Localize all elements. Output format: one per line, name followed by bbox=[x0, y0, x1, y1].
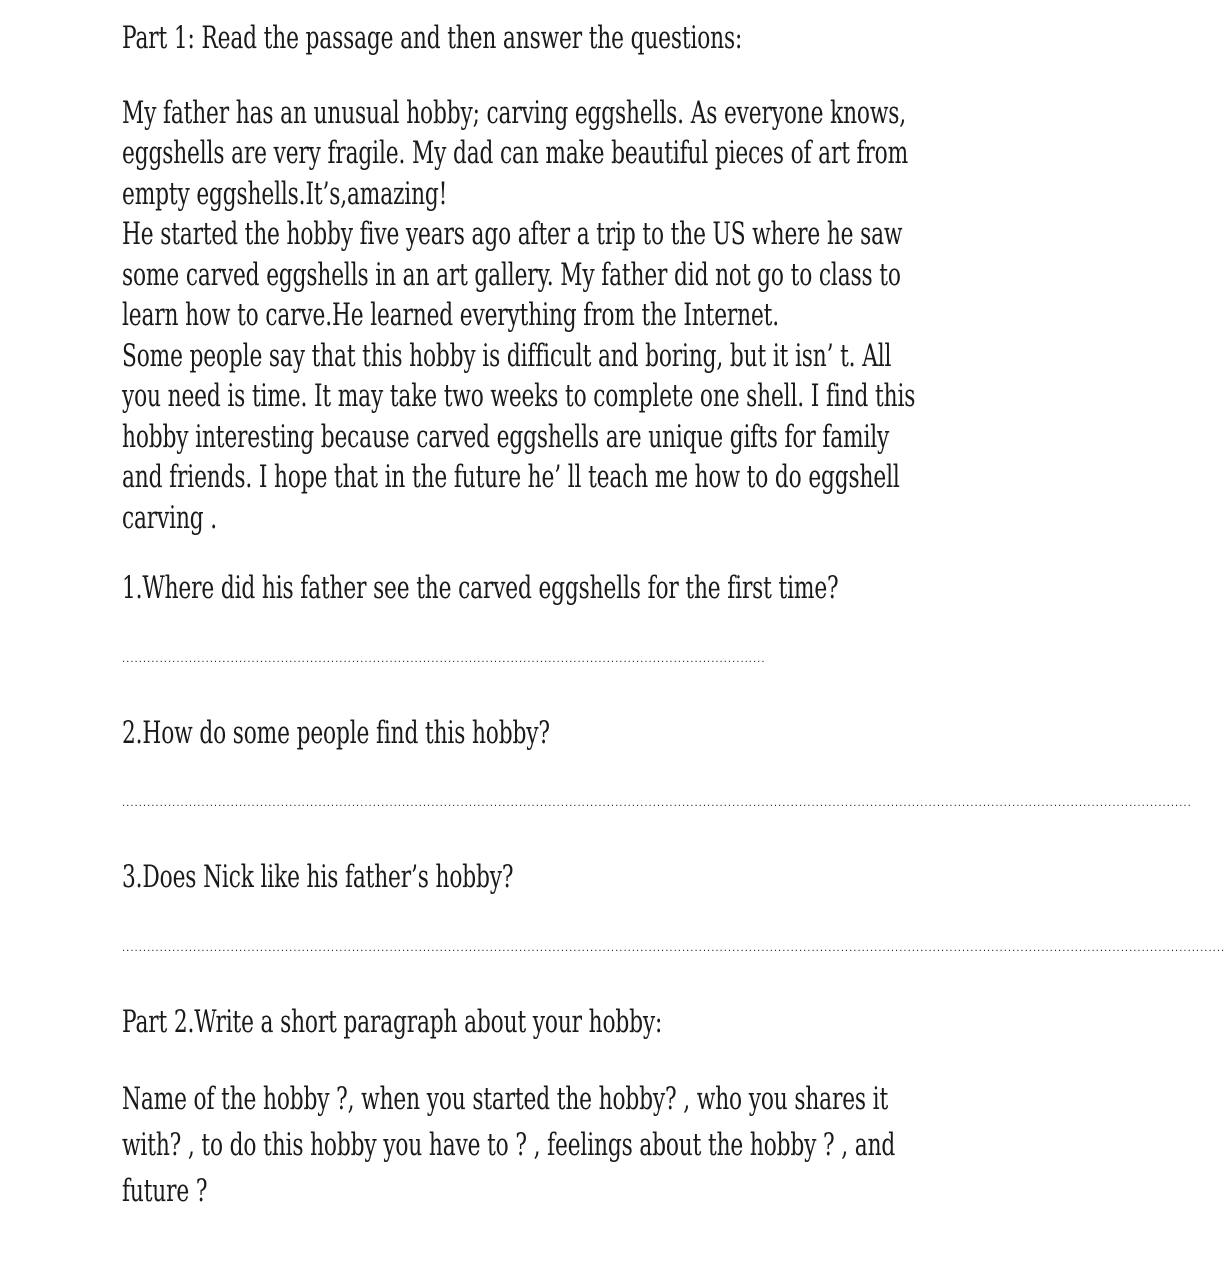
prompt-line: Name of the hobby ?, when you started the hobby? , who you shares it bbox=[122, 1081, 889, 1117]
passage-line: hobby interesting because carved eggshells are unique gifts for family bbox=[122, 418, 890, 455]
passage-line: you need is time. It may take two weeks to complete one shell. I find this bbox=[122, 378, 916, 414]
worksheet-page bbox=[122, 18, 1225, 1214]
prompt-line: future ? bbox=[122, 1173, 208, 1209]
prompt-line: with? , to do this hobby you have to ? , feelings about the hobby ? , and bbox=[122, 1127, 896, 1163]
part2-heading: Part 2.Write a short paragraph about your hobby: bbox=[122, 1003, 663, 1040]
part1-heading: Part 1: Read the passage and then answer the questions: bbox=[122, 20, 743, 56]
writing-prompt bbox=[122, 1076, 922, 1214]
passage-line: learn how to carve.He learned everything from the Internet. bbox=[122, 297, 780, 333]
question-3: 3.Does Nick like his father’s hobby? bbox=[122, 859, 514, 895]
passage-line: He started the hobby five years ago after a trip to the US where he saw bbox=[122, 216, 903, 252]
answer-line-1[interactable]: .......................................................................................................................................................... bbox=[122, 653, 766, 665]
passage-line: some carved eggshells in an art gallery. My father did not go to class to bbox=[122, 256, 901, 293]
question-1: 1.Where did his father see the carved eggshells for the first time? bbox=[122, 570, 839, 606]
passage-line: empty eggshells.It’s,amazing! bbox=[122, 175, 448, 212]
passage-line: and friends. I hope that in the future he’ ll teach me how to do eggshell bbox=[122, 459, 900, 495]
reading-passage bbox=[122, 93, 922, 539]
answer-line-3[interactable]: ........................................................................................................................................................................................................................................................................ bbox=[122, 942, 1225, 954]
passage-line: Some people say that this hobby is difficult and boring, but it isn’ t. All bbox=[122, 337, 892, 374]
passage-line: carving . bbox=[122, 499, 218, 536]
question-2: 2.How do some people find this hobby? bbox=[122, 714, 550, 751]
answer-line-2[interactable]: ................................................................................................................................................................................................................................................................ bbox=[122, 798, 1192, 809]
passage-line: eggshells are very fragile. My dad can make beautiful pieces of art from bbox=[122, 135, 909, 171]
passage-line: My father has an unusual hobby; carving eggshells. As everyone knows, bbox=[122, 94, 907, 131]
